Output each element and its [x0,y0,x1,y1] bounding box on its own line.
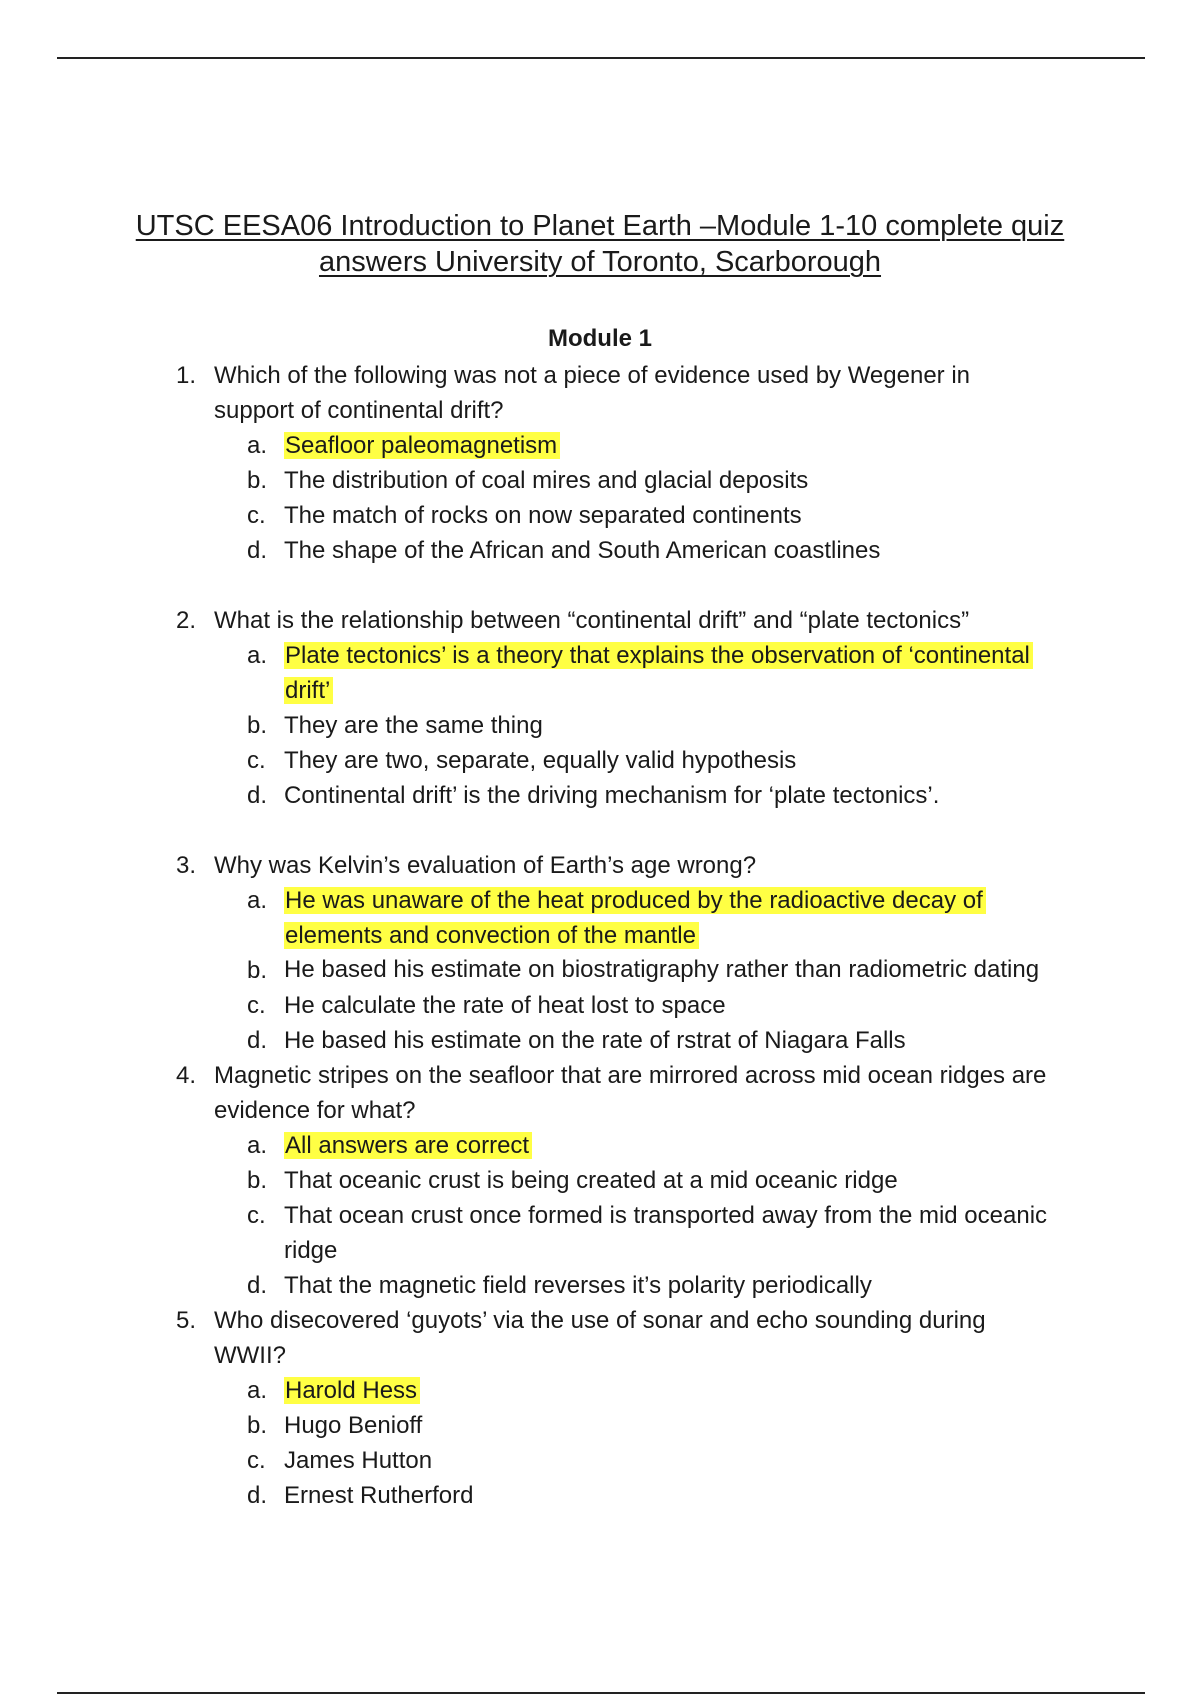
module-heading: Module 1 [547,325,652,352]
answer-options [214,883,1056,1058]
option-letter: d. [247,537,268,564]
option-text: He calculate the rate of heat lost to space [284,992,726,1019]
answer-option [247,638,1056,708]
option-letter: a. [247,887,268,914]
answer-option [247,778,1056,813]
question-5 [176,1303,1056,1513]
option-letter: d. [247,1272,268,1299]
top-divider [57,57,1145,59]
answer-option [247,708,1056,743]
option-text: They are the same thing [284,712,543,739]
option-text: Ernest Rutherford [284,1482,474,1509]
option-text: The shape of the African and South American coastlines [284,537,881,564]
option-text: He based his estimate on the rate of rstrat of Niagara Falls [284,1027,906,1054]
option-letter: a. [247,642,268,669]
question-text: What is the relationship between “continental drift” and “plate tectonics” [214,607,970,634]
answer-option [247,1478,1056,1513]
answer-option [247,1198,1056,1268]
answer-option [247,988,1056,1023]
question-number: 5. [176,1307,197,1334]
answer-options [214,428,1056,568]
option-letter: d. [247,1027,268,1054]
option-letter: b. [247,1167,268,1194]
option-text: They are two, separate, equally valid hypothesis [284,747,797,774]
question-number: 2. [176,607,197,634]
option-letter: d. [247,782,268,809]
answer-option [247,1373,1056,1408]
question-4 [176,1058,1056,1303]
option-text: Hugo Benioff [284,1412,423,1439]
option-letter: c. [247,992,266,1019]
option-letter: a. [247,1377,268,1404]
answer-option [247,743,1056,778]
highlighted-answer: Plate tectonics’ is a theory that explains the observation of ‘continental drift’ [284,642,1033,704]
answer-option [247,1408,1056,1443]
question-number: 1. [176,362,197,389]
highlighted-answer: Harold Hess [284,1377,420,1404]
option-text: The distribution of coal mires and glacial deposits [284,467,809,494]
option-text: The match of rocks on now separated continents [284,502,802,529]
question-2 [176,603,1056,813]
question-number: 4. [176,1062,197,1089]
question-1 [176,358,1056,568]
answer-option [247,1023,1056,1058]
answer-options [214,1373,1056,1513]
answer-option [247,1268,1056,1303]
option-letter: c. [247,1447,266,1474]
option-letter: d. [247,1482,268,1509]
question-3 [176,848,1056,1058]
answer-options [214,1128,1056,1303]
option-text: That the magnetic field reverses it’s polarity periodically [284,1272,872,1299]
option-letter: b. [247,957,268,984]
question-number: 3. [176,852,197,879]
answer-option [247,428,1056,463]
option-text: James Hutton [284,1447,433,1474]
option-letter: c. [247,1202,266,1229]
option-letter: a. [247,432,268,459]
answer-option [247,1128,1056,1163]
option-letter: b. [247,467,268,494]
answer-option [247,953,1056,988]
option-text: He based his estimate on biostratigraphy rather than radiometric dating [284,956,1040,983]
bottom-divider [57,1692,1145,1694]
highlighted-answer: He was unaware of the heat produced by the radioactive decay of elements and convection of the mantle [284,887,986,949]
question-text: Why was Kelvin’s evaluation of Earth’s age wrong? [214,852,757,879]
question-text: Magnetic stripes on the seafloor that are mirrored across mid ocean ridges are evidence for what? [214,1062,1047,1124]
option-text: That ocean crust once formed is transported away from the mid oceanic ridge [284,1202,1048,1264]
answer-option [247,463,1056,498]
answer-option [247,533,1056,568]
option-letter: c. [247,747,266,774]
question-list [176,358,1056,1513]
answer-options [214,638,1056,813]
answer-option [247,1163,1056,1198]
highlighted-answer: All answers are correct [284,1132,532,1159]
option-letter: b. [247,1412,268,1439]
highlighted-answer: Seafloor paleomagnetism [284,432,560,459]
document-title: UTSC EESA06 Introduction to Planet Earth –Module 1-10 complete quiz answers University of Toronto, Scarborough [135,210,1065,278]
option-letter: c. [247,502,266,529]
option-text: That oceanic crust is being created at a mid oceanic ridge [284,1167,898,1194]
option-letter: a. [247,1132,268,1159]
option-text: Continental drift’ is the driving mechanism for ‘plate tectonics’. [284,782,940,809]
option-letter: b. [247,712,268,739]
answer-option [247,883,1056,953]
question-text: Which of the following was not a piece of evidence used by Wegener in support of continental drift? [214,362,970,424]
answer-option [247,498,1056,533]
answer-option [247,1443,1056,1478]
question-text: Who disecovered ‘guyots’ via the use of sonar and echo sounding during WWII? [214,1307,986,1369]
